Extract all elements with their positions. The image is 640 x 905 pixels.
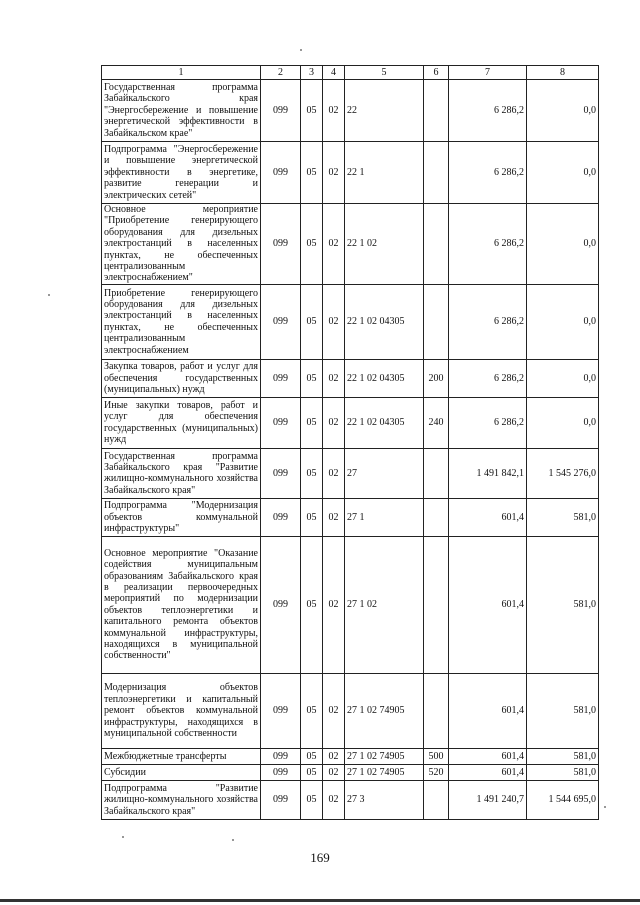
table-row bbox=[102, 204, 599, 285]
table-row bbox=[102, 80, 599, 142]
header-cell: 8 bbox=[527, 66, 599, 80]
sum-year2-cell: 581,0 bbox=[527, 673, 599, 748]
sum-year1-cell: 1 491 842,1 bbox=[449, 448, 527, 498]
header-cell: 1 bbox=[102, 66, 261, 80]
pr-cell: 02 bbox=[323, 142, 345, 204]
scan-speck bbox=[604, 806, 606, 808]
pr-cell: 02 bbox=[323, 498, 345, 536]
csr-cell: 27 1 02 74905 bbox=[345, 764, 424, 780]
sum-year2-cell: 1 545 276,0 bbox=[527, 448, 599, 498]
table-row bbox=[102, 536, 599, 673]
scan-speck bbox=[48, 294, 50, 296]
table-header-row bbox=[102, 66, 599, 80]
rz-cell: 05 bbox=[301, 142, 323, 204]
header-cell: 6 bbox=[424, 66, 449, 80]
table-row bbox=[102, 780, 599, 819]
rz-cell: 05 bbox=[301, 204, 323, 285]
gr-cell: 099 bbox=[261, 284, 301, 359]
header-cell: 7 bbox=[449, 66, 527, 80]
row-name-cell: Основное мероприятие "Оказание содействия муниципальным образованиям Забайкальского края в реализации первоочередных мероприятий по модернизации объектов теплоэнергетики и капитального ремонта объектов коммунальной инфраструктуры, находящихся в муниципальной собственности" bbox=[102, 536, 261, 673]
sum-year2-cell: 1 544 695,0 bbox=[527, 780, 599, 819]
pr-cell: 02 bbox=[323, 448, 345, 498]
rz-cell: 05 bbox=[301, 498, 323, 536]
table-row bbox=[102, 397, 599, 448]
csr-cell: 22 bbox=[345, 80, 424, 142]
sum-year2-cell: 0,0 bbox=[527, 397, 599, 448]
vr-cell bbox=[424, 204, 449, 285]
sum-year2-cell: 0,0 bbox=[527, 142, 599, 204]
sum-year1-cell: 6 286,2 bbox=[449, 359, 527, 397]
rz-cell: 05 bbox=[301, 673, 323, 748]
row-name-cell: Иные закупки товаров, работ и услуг для обеспечения государственных (муниципальных) нужд bbox=[102, 397, 261, 448]
scan-speck bbox=[232, 839, 234, 841]
vr-cell bbox=[424, 536, 449, 673]
pr-cell: 02 bbox=[323, 780, 345, 819]
gr-cell: 099 bbox=[261, 397, 301, 448]
header-cell: 3 bbox=[301, 66, 323, 80]
sum-year2-cell: 0,0 bbox=[527, 359, 599, 397]
gr-cell: 099 bbox=[261, 764, 301, 780]
table-row bbox=[102, 748, 599, 764]
rz-cell: 05 bbox=[301, 448, 323, 498]
vr-cell bbox=[424, 80, 449, 142]
row-name-cell: Закупка товаров, работ и услуг для обеспечения государственных (муниципальных) нужд bbox=[102, 359, 261, 397]
sum-year1-cell: 601,4 bbox=[449, 498, 527, 536]
row-name-cell: Государственная программа Забайкальского края "Энергосбережение и повышение энергетической эффективности в Забайкальском крае" bbox=[102, 80, 261, 142]
sum-year1-cell: 1 491 240,7 bbox=[449, 780, 527, 819]
rz-cell: 05 bbox=[301, 780, 323, 819]
row-name-cell: Модернизация объектов теплоэнергетики и капитальный ремонт объектов коммунальной инфраструктуры, находящихся в муниципальной собственности bbox=[102, 673, 261, 748]
csr-cell: 22 1 bbox=[345, 142, 424, 204]
table-row bbox=[102, 764, 599, 780]
scan-edge-line bbox=[0, 899, 640, 902]
scan-speck bbox=[122, 836, 124, 838]
rz-cell: 05 bbox=[301, 80, 323, 142]
pr-cell: 02 bbox=[323, 673, 345, 748]
gr-cell: 099 bbox=[261, 673, 301, 748]
sum-year2-cell: 0,0 bbox=[527, 284, 599, 359]
vr-cell bbox=[424, 498, 449, 536]
gr-cell: 099 bbox=[261, 536, 301, 673]
pr-cell: 02 bbox=[323, 284, 345, 359]
sum-year1-cell: 6 286,2 bbox=[449, 284, 527, 359]
csr-cell: 22 1 02 bbox=[345, 204, 424, 285]
rz-cell: 05 bbox=[301, 536, 323, 673]
vr-cell bbox=[424, 780, 449, 819]
sum-year2-cell: 0,0 bbox=[527, 80, 599, 142]
gr-cell: 099 bbox=[261, 142, 301, 204]
vr-cell bbox=[424, 142, 449, 204]
header-cell: 5 bbox=[345, 66, 424, 80]
gr-cell: 099 bbox=[261, 748, 301, 764]
table-row bbox=[102, 448, 599, 498]
pr-cell: 02 bbox=[323, 204, 345, 285]
rz-cell: 05 bbox=[301, 748, 323, 764]
rz-cell: 05 bbox=[301, 397, 323, 448]
table-row bbox=[102, 142, 599, 204]
gr-cell: 099 bbox=[261, 498, 301, 536]
sum-year2-cell: 0,0 bbox=[527, 204, 599, 285]
table-row bbox=[102, 498, 599, 536]
vr-cell bbox=[424, 284, 449, 359]
pr-cell: 02 bbox=[323, 764, 345, 780]
pr-cell: 02 bbox=[323, 80, 345, 142]
gr-cell: 099 bbox=[261, 780, 301, 819]
sum-year2-cell: 581,0 bbox=[527, 498, 599, 536]
csr-cell: 27 1 02 bbox=[345, 536, 424, 673]
pr-cell: 02 bbox=[323, 397, 345, 448]
gr-cell: 099 bbox=[261, 204, 301, 285]
csr-cell: 22 1 02 04305 bbox=[345, 397, 424, 448]
csr-cell: 22 1 02 04305 bbox=[345, 359, 424, 397]
sum-year1-cell: 601,4 bbox=[449, 748, 527, 764]
row-name-cell: Приобретение генерирующего оборудования для дизельных электростанций в населенных пунктах, не обеспеченных централизованным электроснабжением bbox=[102, 284, 261, 359]
rz-cell: 05 bbox=[301, 764, 323, 780]
csr-cell: 27 1 bbox=[345, 498, 424, 536]
vr-cell bbox=[424, 448, 449, 498]
csr-cell: 27 3 bbox=[345, 780, 424, 819]
pr-cell: 02 bbox=[323, 359, 345, 397]
sum-year1-cell: 601,4 bbox=[449, 673, 527, 748]
sum-year1-cell: 6 286,2 bbox=[449, 397, 527, 448]
rz-cell: 05 bbox=[301, 284, 323, 359]
gr-cell: 099 bbox=[261, 80, 301, 142]
csr-cell: 22 1 02 04305 bbox=[345, 284, 424, 359]
vr-cell: 200 bbox=[424, 359, 449, 397]
row-name-cell: Подпрограмма "Энергосбережение и повышение энергетической эффективности в энергетике, развитие генерации и электрических сетей" bbox=[102, 142, 261, 204]
sum-year1-cell: 6 286,2 bbox=[449, 80, 527, 142]
pr-cell: 02 bbox=[323, 748, 345, 764]
gr-cell: 099 bbox=[261, 359, 301, 397]
sum-year1-cell: 601,4 bbox=[449, 536, 527, 673]
row-name-cell: Государственная программа Забайкальского края "Развитие жилищно-коммунального хозяйства Забайкальского края" bbox=[102, 448, 261, 498]
row-name-cell: Основное мероприятие "Приобретение генерирующего оборудования для дизельных электростанций в населенных пунктах, не обеспеченных централизованным электроснабжением" bbox=[102, 204, 261, 285]
sum-year1-cell: 6 286,2 bbox=[449, 204, 527, 285]
page-number: 169 bbox=[310, 850, 330, 865]
table-row bbox=[102, 359, 599, 397]
row-name-cell: Субсидии bbox=[102, 764, 261, 780]
gr-cell: 099 bbox=[261, 448, 301, 498]
sum-year1-cell: 6 286,2 bbox=[449, 142, 527, 204]
vr-cell: 520 bbox=[424, 764, 449, 780]
rz-cell: 05 bbox=[301, 359, 323, 397]
pr-cell: 02 bbox=[323, 536, 345, 673]
header-cell: 2 bbox=[261, 66, 301, 80]
vr-cell: 500 bbox=[424, 748, 449, 764]
csr-cell: 27 bbox=[345, 448, 424, 498]
sum-year1-cell: 601,4 bbox=[449, 764, 527, 780]
sum-year2-cell: 581,0 bbox=[527, 536, 599, 673]
table-row bbox=[102, 673, 599, 748]
csr-cell: 27 1 02 74905 bbox=[345, 748, 424, 764]
row-name-cell: Межбюджетные трансферты bbox=[102, 748, 261, 764]
row-name-cell: Подпрограмма "Модернизация объектов коммунальной инфраструктуры" bbox=[102, 498, 261, 536]
row-name-cell: Подпрограмма "Развитие жилищно-коммунального хозяйства Забайкальского края" bbox=[102, 780, 261, 819]
vr-cell bbox=[424, 673, 449, 748]
csr-cell: 27 1 02 74905 bbox=[345, 673, 424, 748]
vr-cell: 240 bbox=[424, 397, 449, 448]
header-cell: 4 bbox=[323, 66, 345, 80]
table-row bbox=[102, 284, 599, 359]
sum-year2-cell: 581,0 bbox=[527, 748, 599, 764]
budget-table bbox=[101, 65, 599, 820]
scan-speck bbox=[300, 49, 302, 51]
sum-year2-cell: 581,0 bbox=[527, 764, 599, 780]
